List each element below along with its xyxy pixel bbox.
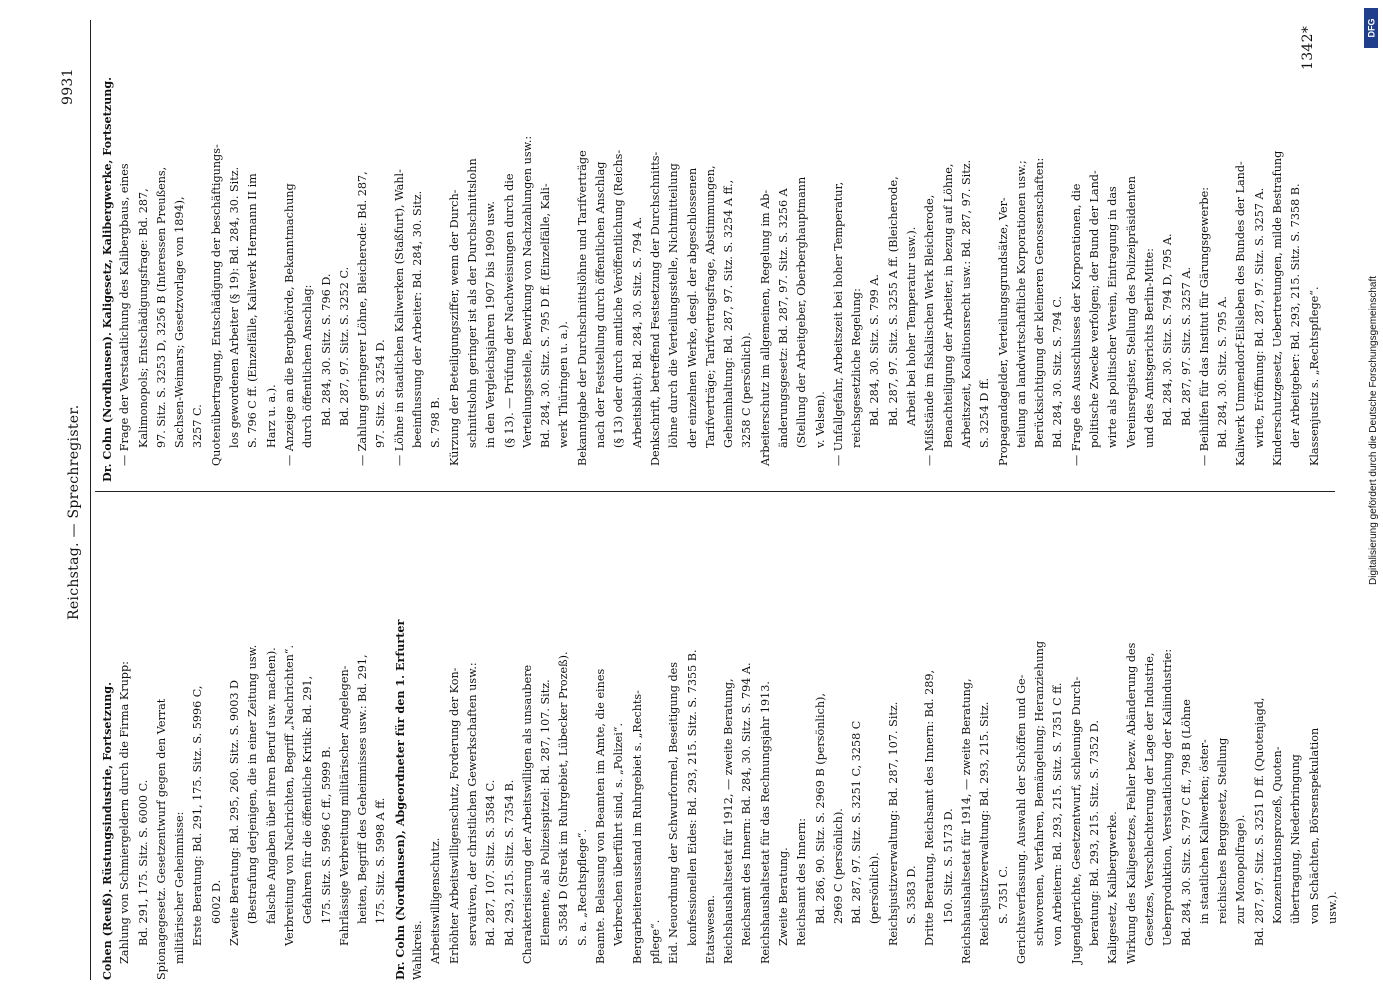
register-line: los gewordenen Arbeiter (§ 19): Bd. 284, 30. Sitz. [228, 166, 242, 448]
register-line: — Frage der Verstaatlichung des Kalibergbaus, eines [118, 163, 132, 466]
register-line: teilung an landwirtschaftliche Korporationen usw.; [1014, 160, 1028, 448]
register-line: Benachteiligung der Arbeiter, in bezug auf Löhne, [941, 163, 955, 448]
register-line: der einzelnen Werke, desgl. der abgeschlossenen [685, 167, 699, 448]
dfg-logo-text: DFG [1366, 18, 1376, 38]
register-line: pflege“. [648, 919, 662, 964]
signature-mark: 1342* [1300, 25, 1316, 70]
register-column-right [98, 12, 1328, 482]
register-line: Verbrechen überführt sind, s. „Polizei“. [612, 722, 626, 946]
register-line: (Bestrafung derjenigen, die in einer Zeitung usw. [246, 644, 260, 924]
register-line: Denkschrift, betreffend Festsetzung der Durchschnitts- [648, 151, 662, 466]
register-line: Dr. Cohn (Nordhausen). Kaligesetz, Kalibergwerke, Fortsetzung. [100, 76, 114, 482]
register-line: Cohen (Reuß). Rüstungsindustrie, Fortsetzung. [100, 682, 114, 980]
register-line: Bergarbeiterausstand im Ruhrgebiet s. „Rechts- [630, 690, 644, 964]
register-line: durch öffentlichen Anschlag: [301, 284, 315, 448]
register-line: militärischer Geheimnisse: [173, 811, 187, 964]
register-line: politische Zwecke verfolgen; der Bund der Land- [1088, 170, 1102, 448]
register-line: Bd. 291, 175. Sitz. S. 6000 C. [136, 779, 150, 946]
register-line: Kaliwerk Ummendorf-Eilsleben des Bundes der Land- [1234, 161, 1248, 466]
register-line: beeinflussung der Arbeiter: Bd. 284, 30. Sitz. [411, 190, 425, 448]
register-line: 175. Sitz. S. 5996 C ff., 5999 B. [319, 746, 333, 924]
register-line: der Arbeitgeber: Bd. 293, 215. Sitz. S. 7358 B. [1289, 183, 1303, 448]
register-line: Eid. Neuordnung der Schwurformel, Beseitigung des [667, 662, 681, 964]
digitization-note: Digitalisierung gefördert durch die Deutsche Forschungsgemeinschaft [1368, 275, 1379, 585]
register-line: von Schächten, Börsenspekulation [1307, 727, 1321, 924]
register-line: v. Velsen). [813, 391, 827, 448]
register-line: Bd. 284, 30. Sitz. S. 794 D, 795 A. [1161, 233, 1175, 426]
register-line: in staatlichen Kaliwerken; öster- [1197, 739, 1211, 924]
register-line: Bd. 284, 30. Sitz. S. 795 D ff. (Einzelfälle, Kali- [539, 183, 553, 448]
register-line: Gerichtsverfassung. Auswahl der Schöffen und Ge- [1014, 674, 1028, 964]
register-line: Zahlung von Schmiergeldern durch die Firma Krupp: [118, 661, 132, 964]
register-line: Jugendgerichte, Gesetzentwurf, schleunige Durch- [1069, 676, 1083, 964]
register-line: Bd. 287, 107. Sitz. S. 3584 C. [484, 779, 498, 946]
register-line: Bd. 284, 30. Sitz. S. 796 D. [319, 273, 333, 426]
register-line: (§ 13). — Prüfung der Nachweisungen durch die [502, 173, 516, 448]
register-line: Fahrlässige Verbreitung militärischer Angelegen- [337, 665, 351, 946]
register-line: Elemente, als Polizeispitzel: Bd. 287, 107. Sitz. [539, 679, 553, 946]
register-line: Reichsamt des Innern: Bd. 284, 30. Sitz. S. 794 A. [740, 662, 754, 946]
register-line: Bd. 287, 97. Sitz. S. 3251 D ff. (Quotenjagd, [1252, 697, 1266, 946]
page-number: 9931 [60, 68, 76, 105]
register-line: S. 3584 D (Streik im Ruhrgebiet, Lübecker Prozeß). [557, 651, 571, 946]
register-line: wirte als politischer Verein, Eintragung in das [1106, 186, 1120, 448]
register-line: Erhöhter Arbeitswilligenschutz, Forderung der Kon- [447, 667, 461, 964]
register-line: Bd. 284, 30. Sitz. S. 797 C ff., 798 B (Löhne [1179, 699, 1193, 946]
register-line: konfessionellen Eides: Bd. 293, 215. Sitz. S. 7355 B. [685, 649, 699, 946]
register-line: Reichsamt des Innern: [795, 817, 809, 946]
register-line: S. 798 B. [429, 396, 443, 448]
register-line: Wirkung des Kaligesetzes, Fehler bezw. Abänderung des [1124, 642, 1138, 964]
register-line: 175. Sitz. S. 5998 A ff. [374, 797, 388, 924]
register-line: S. a. „Rechtspflege“. [575, 828, 589, 946]
register-line: Kaligesetz, Kalibergwerke. [1106, 811, 1120, 964]
register-line: Arbeitsblatt): Bd. 284, 30. Sitz. S. 794 A. [630, 216, 644, 448]
register-line: 97. Sitz. S. 3253 D, 3256 B (Interessen Preußens, [154, 166, 168, 448]
register-line: Geheimhaltung: Bd. 287, 97. Sitz. S. 3254 A ff., [722, 179, 736, 448]
register-line: — Zahlung geringerer Löhne, Bleicherode: Bd. 287, [356, 171, 370, 466]
register-line: Quotenübertragung, Entschädigung der beschäftigungs- [209, 144, 223, 466]
register-line: Arbeiterschutz im allgemeinen, Regelung im Ab- [758, 189, 772, 466]
register-line: Sachsen-Weimars; Gesetzvorlage von 1894), [173, 196, 187, 448]
register-line: Charakterisierung der Arbeitswilligen als unsaubere [520, 664, 534, 964]
register-line: S. 7351 C. [996, 865, 1010, 924]
register-line: in den Vergleichsjahren 1907 bis 1909 usw. [484, 201, 498, 448]
register-column-left [98, 500, 1339, 980]
register-line: 6002 D. [209, 879, 223, 924]
register-line: Reichshaushaltsetat für 1914, — zweite Beratung, [959, 678, 973, 964]
register-line: 150. Sitz. S. 5173 D. [941, 808, 955, 924]
dfg-logo [1364, 8, 1378, 48]
register-line: Propagandagelder, Verteilungsgrundsätze, Ver- [996, 197, 1010, 466]
register-line: Konzentrationsprozeß, Quoten- [1271, 746, 1284, 924]
header-rule [90, 20, 91, 980]
register-line: Reichsjustizverwaltung: Bd. 287, 107. Sitz. [886, 701, 900, 946]
register-line: Arbeitswilligenschutz. [429, 837, 443, 964]
register-line: (Stellung der Arbeitgeber, Oberberghauptmann [795, 176, 809, 448]
register-line: S. 3583 D. [905, 865, 919, 924]
register-line: Wahlkreis. [411, 920, 425, 980]
register-line: Dritte Beratung, Reichsamt des Innern: Bd. 289, [923, 669, 937, 946]
column-divider [95, 491, 1335, 492]
register-line: löhne durch die Verteilungsstelle, Nichtmitteilung [667, 163, 681, 448]
register-line: Bd. 287, 97. Sitz. S. 3251 C, 3258 C [850, 720, 864, 924]
register-line: und des Amtsgerichts Berlin-Mitte: [1142, 248, 1156, 448]
register-line: Bd. 286, 90. Sitz. S. 2969 B (persönlich), [813, 693, 827, 924]
register-line: reichsgesetzliche Regelung: [850, 288, 864, 448]
register-line: zur Monopolfrage). [1234, 814, 1248, 924]
register-line: Kinderschutzgesetz, Uebertretungen, milde Bestrafung [1271, 150, 1284, 466]
register-line: 2969 C (persönlich). [831, 808, 845, 924]
register-line: Vereinsregister, Stellung des Polizeipräsidenten [1124, 176, 1138, 448]
register-line: — Anzeige an die Bergbehörde, Bekanntmachung [282, 183, 296, 466]
running-header: Reichstag. — Sprechregister. [66, 404, 82, 620]
register-line: Bd. 287, 97. Sitz. S. 3257 A. [1179, 266, 1193, 426]
register-line: von Arbeitern: Bd. 293, 215. Sitz. S. 7351 C ff. [1051, 682, 1065, 946]
register-line: Klassenjustiz s. „Rechtspflege“. [1307, 286, 1321, 466]
register-line: Tarifverträge; Tarifvertragsfrage, Abstimmungen, [703, 165, 717, 448]
register-line: übertragung, Niederbringung [1289, 754, 1303, 924]
register-line: Verbreitung von Nachrichten, Begriff „Nachrichten“. [282, 644, 296, 946]
register-line: schworenen, Verfahren, Bemängelung; Heranziehung [1033, 640, 1047, 946]
register-line: Bd. 293, 215. Sitz. S. 7354 B. [502, 779, 516, 946]
register-line: wirte, Eröffnung: Bd. 287, 97. Sitz. S. 3257 A. [1252, 187, 1266, 448]
register-line: Arbeit bei hoher Temperatur usw.). [905, 226, 919, 426]
register-line: Arbeitszeit, Koalitionsrecht usw.: Bd. 287, 97. Sitz. [959, 159, 973, 448]
register-line: Etatswesen. [703, 895, 717, 964]
register-line: nach der Feststellung durch öffentlichen Anschlag [594, 161, 608, 448]
register-line: Bd. 284, 30. Sitz. S. 799 A. [868, 274, 882, 426]
register-line: (§ 13) oder durch amtliche Veröffentlichung (Reichs- [612, 149, 626, 448]
register-line: Bd. 284, 30. Sitz. S. 794 C. [1051, 295, 1065, 448]
register-line: beratung: Bd. 293, 215. Sitz. S. 7352 D. [1088, 720, 1102, 946]
register-line: Berücksichtigung der kleineren Genossenschaften: [1033, 157, 1047, 448]
register-line: Gefahren für die öffentliche Kritik: Bd. 291, [301, 675, 315, 924]
register-line: Bd. 287, 97. Sitz. S. 3252 C. [337, 266, 351, 426]
register-line: Gesetzes, Verschlechterung der Lage der Industrie, [1142, 652, 1156, 946]
register-line: — Beihilfen für das Institut für Gärungsgewerbe: [1197, 186, 1211, 466]
register-line: werk Thüringen u. a.). [557, 321, 571, 448]
register-line: Kürzung der Beteiligungsziffer, wenn der Durch- [447, 189, 461, 466]
register-line: Reichshaushaltsetat für das Rechnungsjahr 1913. [758, 681, 772, 964]
register-line: Zweite Beratung. [776, 847, 790, 946]
register-line: Beamte. Belassung von Beamten im Amte, die eines [594, 668, 608, 964]
register-line: Erste Beratung: Bd. 291, 175. Sitz. S. 5996 C, [191, 685, 205, 946]
register-line: Spionagegesetz. Gesetzentwurf gegen den Verrat [154, 698, 168, 980]
register-line: — Unfallgefahr, Arbeitszeit bei hoher Temperatur, [831, 181, 845, 466]
register-line: 97. Sitz. S. 3254 D. [374, 339, 388, 448]
register-line: Bekanntgabe der Durchschnittslöhne und Tarifverträge [575, 150, 589, 466]
register-line: (persönlich). [868, 852, 882, 924]
register-line: schnittslohn geringer ist als der Durchschnittslohn [465, 158, 479, 448]
register-line: heiten, Begriff des Geheimnisses usw.: Bd. 291, [356, 654, 370, 924]
register-line: Reichshaushaltsetat für 1912, — zweite Beratung, [722, 678, 736, 964]
register-line: änderungsgesetz: Bd. 287, 97. Sitz. S. 3256 A [776, 188, 790, 448]
register-line: 3258 C (persönlich). [740, 332, 754, 448]
register-line: Reichsjustizverwaltung: Bd. 293, 215. Sitz. [978, 701, 992, 946]
register-line: servativen, der christlichen Gewerkschaften usw.: [465, 662, 479, 946]
register-line: reichisches Berggesetz, Stellung [1216, 737, 1230, 924]
register-line: — Frage des Ausschlusses der Korporationen, die [1069, 183, 1083, 466]
register-line: Bd. 287, 97. Sitz. S. 3255 A ff. (Bleicherode, [886, 176, 900, 426]
register-line: Bd. 284, 30. Sitz. S. 795 A. [1216, 296, 1230, 448]
register-line: usw.). [1325, 891, 1339, 924]
register-line: falsche Angaben über ihren Beruf usw. machen). [264, 647, 278, 924]
register-line: Kalimonopols; Entschädigungsfrage: Bd. 287, [136, 188, 150, 448]
register-line: — Mißstände im fiskalischen Werk Bleicherode, [923, 194, 937, 466]
register-line: Harz u. a.). [264, 384, 278, 448]
register-line: Ueberproduktion, Verstaatlichung der Kaliindustrie: [1161, 648, 1175, 946]
register-line: 3257 C. [191, 404, 205, 448]
register-line: Verteilungsstelle, Bewirkung von Nachzahlungen usw.: [520, 135, 534, 448]
register-line: S. 796 C ff. (Einzelfälle, Kaliwerk Hermann II im [246, 173, 260, 448]
register-line: — Löhne in staatlichen Kaliwerken (Staßfurt), Wahl- [392, 169, 406, 466]
register-line: S. 3254 D ff. [978, 377, 992, 448]
register-line: Dr. Cohn (Nordhausen), Abgeordneter für den 1. Erfurter [392, 619, 407, 980]
register-line: Zweite Beratung: Bd. 295, 260. Sitz. S. 9003 D [228, 679, 242, 946]
